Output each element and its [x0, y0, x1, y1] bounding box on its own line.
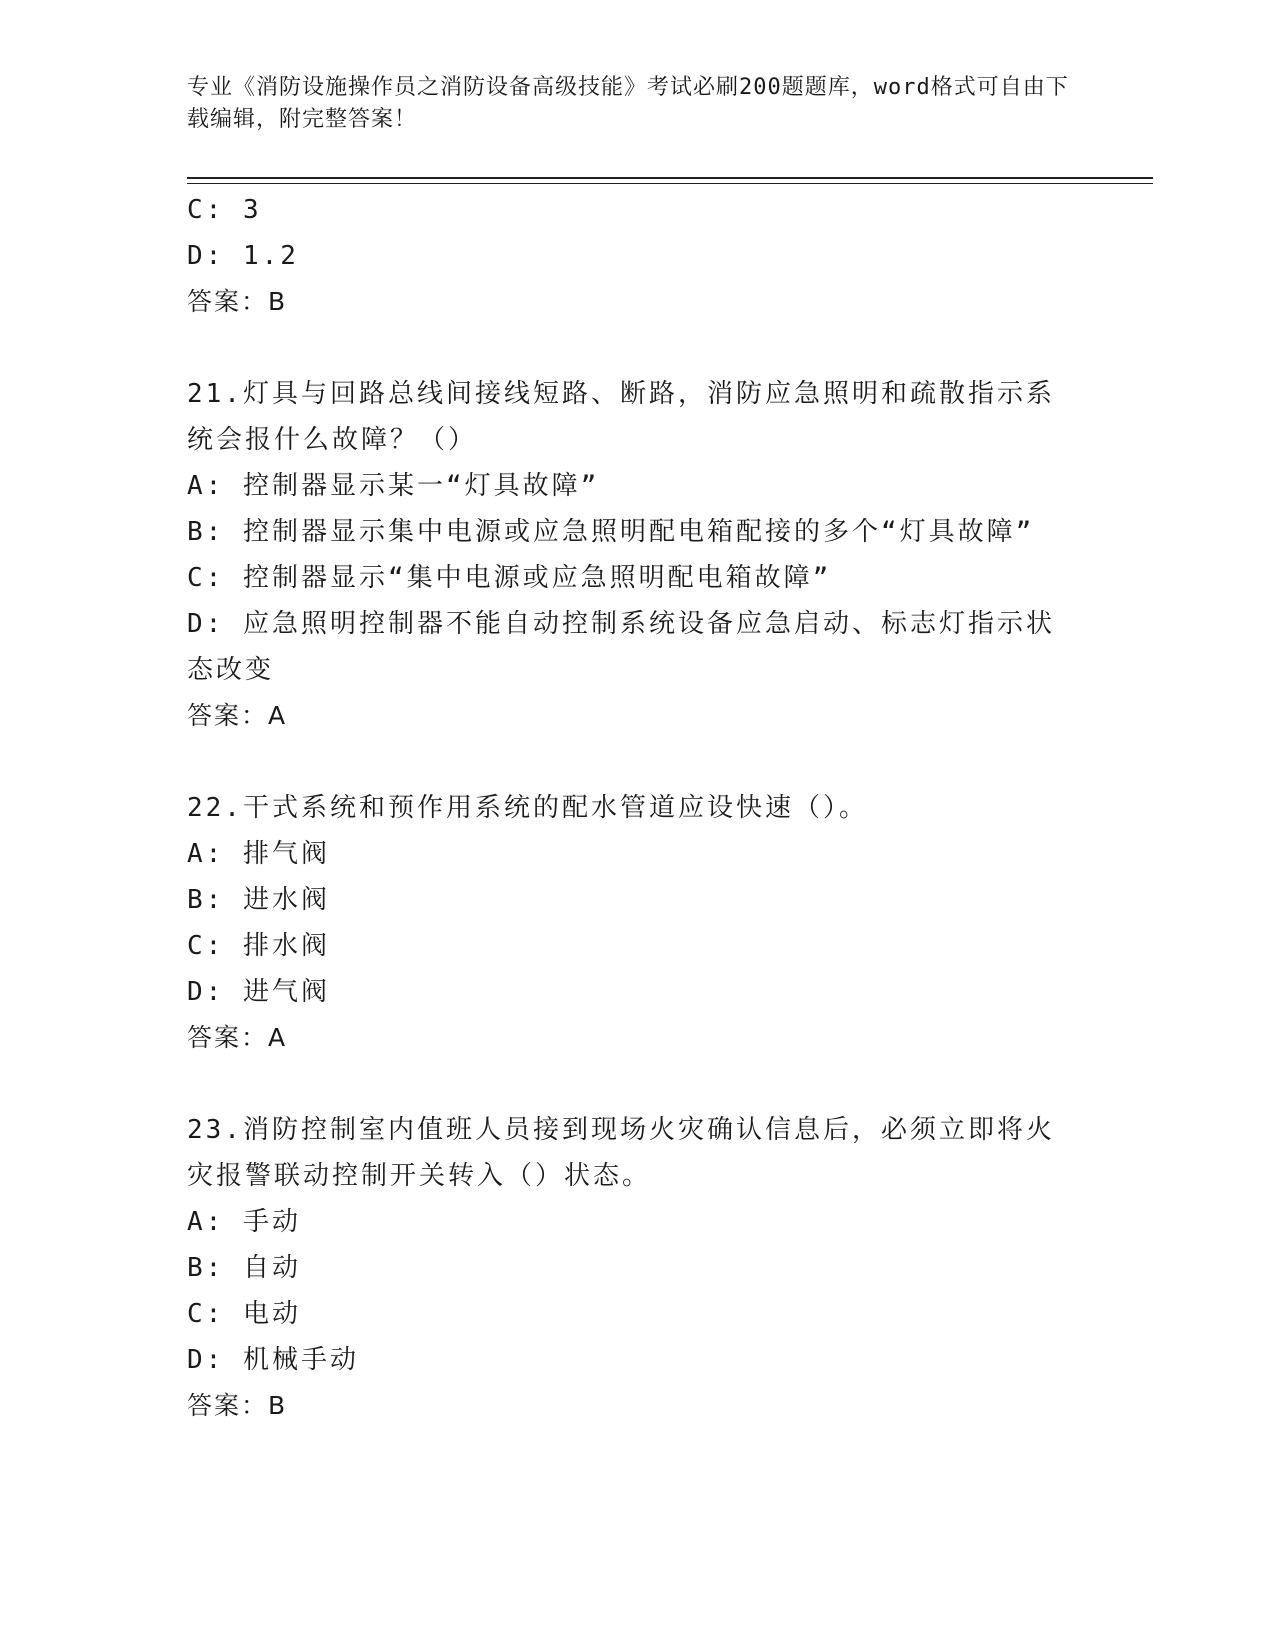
answer-line: 答案：A [187, 1023, 288, 1052]
answer-line: 答案：B [187, 1391, 288, 1420]
spacer [187, 1061, 1067, 1107]
header-rule-thin [187, 183, 1153, 184]
question-title: 23.消防控制室内值班人员接到现场火灾确认信息后，必须立即将火灾报警联动控制开关转入（）状态。 [187, 1115, 1055, 1191]
option-d: D: 进气阀 [187, 977, 330, 1007]
question-title: 22.干式系统和预作用系统的配水管道应设快速（）。 [187, 793, 868, 823]
option-a: A: 控制器显示某一“灯具故障” [187, 471, 600, 501]
answer-line: 答案：B [187, 287, 288, 316]
option-d: D: 机械手动 [187, 1345, 359, 1375]
page-header: 专业《消防设施操作员之消防设备高级技能》考试必刷200题题库，word格式可自由下载编辑，附完整答案！ [187, 75, 1069, 132]
option-b: B: 控制器显示集中电源或应急照明配电箱配接的多个“灯具故障” [187, 517, 1035, 547]
option-d: D: 应急照明控制器不能自动控制系统设备应急启动、标志灯指示状态改变 [187, 609, 1055, 685]
option-c: C: 排水阀 [187, 931, 330, 961]
option-d: D: 1.2 [187, 241, 299, 271]
option-c: C: 控制器显示“集中电源或应急照明配电箱故障” [187, 563, 832, 593]
answer-line: 答案：A [187, 701, 288, 730]
continued-question [187, 187, 1067, 325]
option-a: A: 手动 [187, 1207, 301, 1237]
spacer [187, 325, 1067, 371]
option-b: B: 进水阀 [187, 885, 330, 915]
question-22 [187, 785, 1067, 1061]
header-rule [187, 177, 1153, 179]
question-title: 21.灯具与回路总线间接线短路、断路，消防应急照明和疏散指示系统会报什么故障？（） [187, 379, 1055, 455]
question-21 [187, 371, 1067, 739]
question-content [187, 187, 1067, 1429]
question-23 [187, 1107, 1067, 1429]
option-a: A: 排气阀 [187, 839, 330, 869]
option-c: C: 3 [187, 195, 262, 225]
option-c: C: 电动 [187, 1299, 301, 1329]
option-b: B: 自动 [187, 1253, 301, 1283]
spacer [187, 739, 1067, 785]
